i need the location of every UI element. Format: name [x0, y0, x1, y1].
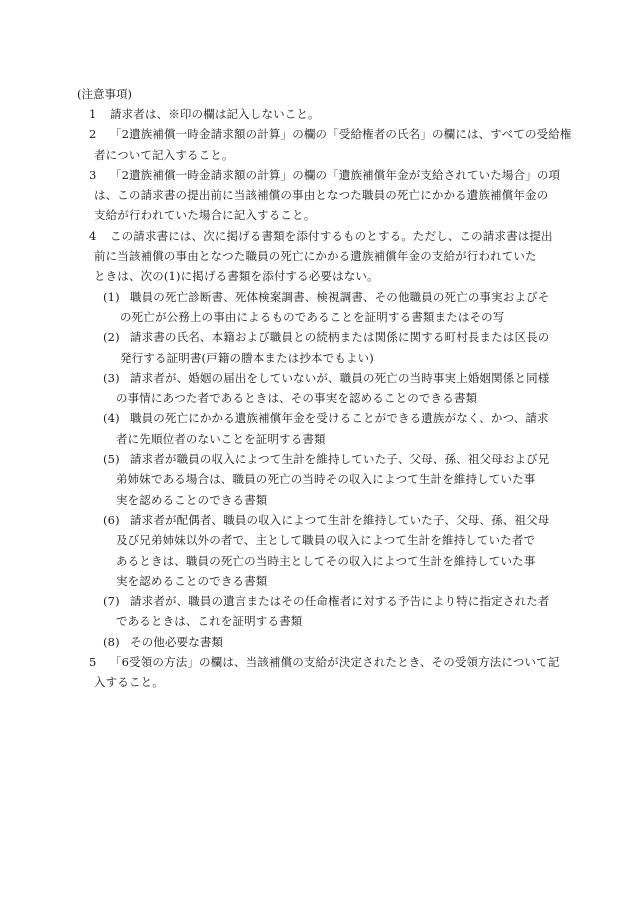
sub-item-line: の死亡が公務上の事由によるものであることを証明する書類またはその写 [120, 309, 505, 324]
sub-item-8 [0, 632, 630, 652]
note-number: 1 [89, 107, 97, 121]
sub-item-line: 及び兄弟姉妹以外の者で、主として職員の収入によつて生計を維持していた者で [116, 533, 536, 548]
sub-item-line: あるときは、職員の死亡の当時主としてその収入によつて生計を維持していた事 [116, 553, 536, 568]
sub-item-line: 者に先順位者のないことを証明する書類 [116, 431, 326, 446]
sub-item-2 [0, 327, 630, 368]
sub-item-number: (6) [103, 512, 120, 527]
note-line: 入すること。 [94, 675, 164, 690]
sub-item-line: 請求者が、職員の遺言またはその任命権者に対する予告により特に指定された者 [130, 594, 550, 609]
sub-item-line: 請求者が、婚姻の届出をしていないが、職員の死亡の当時事実上婚姻関係と同様 [130, 370, 550, 385]
sub-item-number: (7) [103, 594, 120, 609]
note-line: ときは、次の(1)に掲げる書類を添付する必要はない。 [94, 269, 379, 284]
sub-item-1 [0, 287, 630, 328]
note-line: 「2遺族補償一時金請求額の計算」の欄の「受給権者の氏名」の欄には、すべての受給権 [110, 127, 572, 142]
sub-item-number: (5) [103, 452, 120, 467]
sub-item-line: であるときは、これを証明する書類 [116, 614, 303, 629]
note-line: この請求書には、次に掲げる書類を添付するものとする。ただし、この請求書は提出 [110, 228, 553, 243]
note-item-4 [0, 226, 630, 287]
notes-list [0, 104, 630, 693]
sub-item-number: (2) [103, 330, 120, 345]
note-number: 4 [89, 228, 97, 243]
sub-item-line: 請求者が配偶者、職員の収入によつて生計を維持していた子、父母、孫、祖父母 [130, 512, 550, 527]
note-line: 請求者は、※印の欄は記入しないこと。 [110, 107, 320, 121]
sub-item-line: 実を認めることのできる書類 [116, 492, 268, 507]
sub-item-number: (1) [103, 289, 120, 304]
sub-item-line: 請求書の氏名、本籍および職員との続柄または関係に関する町村長または区長の [130, 330, 550, 345]
note-line: 「2遺族補償一時金請求額の計算」の欄の「遺族補償年金が支給されていた場合」の項 [110, 167, 561, 182]
note-line: 前に当該補償の事由となつた職員の死亡にかかる遺族補償年金の支給が行われていた [94, 249, 537, 264]
note-item-2 [0, 124, 630, 165]
sub-item-5 [0, 449, 630, 510]
sub-item-number: (3) [103, 370, 120, 385]
note-line: 者について記入すること。 [94, 147, 234, 162]
note-line: は、この請求書の提出前に当該補償の事由となつた職員の死亡にかかる遺族補償年金の [94, 188, 549, 203]
sub-item-4 [0, 408, 630, 449]
sub-item-line: 請求者が職員の収入によつて生計を維持していた子、父母、孫、祖父母および兄 [130, 452, 550, 467]
notes-heading: (注意事項) [77, 87, 132, 101]
sub-item-line: その他必要な書類 [130, 634, 224, 649]
sub-item-3 [0, 368, 630, 409]
note-item-3 [0, 165, 630, 226]
note-number: 5 [89, 655, 97, 670]
sub-item-number: (8) [103, 634, 120, 649]
note-item-5 [0, 652, 630, 693]
sub-item-line: の事情にあつた者であるときは、その事実を認めることのできる書類 [116, 391, 478, 406]
note-line: 支給が行われていた場合に記入すること。 [94, 208, 316, 223]
sub-item-line: 実を認めることのできる書類 [116, 573, 268, 588]
sub-item-7 [0, 591, 630, 632]
note-item-1 [0, 104, 630, 124]
sub-item-number: (4) [103, 411, 120, 426]
note-line: 「6受領の方法」の欄は、当該補償の支給が決定されたとき、その受領方法について記 [110, 655, 560, 670]
note-number: 2 [89, 127, 97, 142]
sub-item-line: 職員の死亡にかかる遺族補償年金を受けることができる遺族がなく、かつ、請求 [130, 411, 549, 426]
sub-item-line: 弟姉妹である場合は、職員の死亡の当時その収入によつて生計を維持していた事 [116, 472, 536, 487]
sub-item-6 [0, 510, 630, 591]
sub-item-line: 職員の死亡診断書、死体検案調書、検視調書、その他職員の死亡の事実およびそ [130, 289, 550, 304]
note-number: 3 [89, 167, 97, 182]
sub-item-line: 発行する証明書(戸籍の謄本または抄本でもよい) [120, 350, 374, 365]
